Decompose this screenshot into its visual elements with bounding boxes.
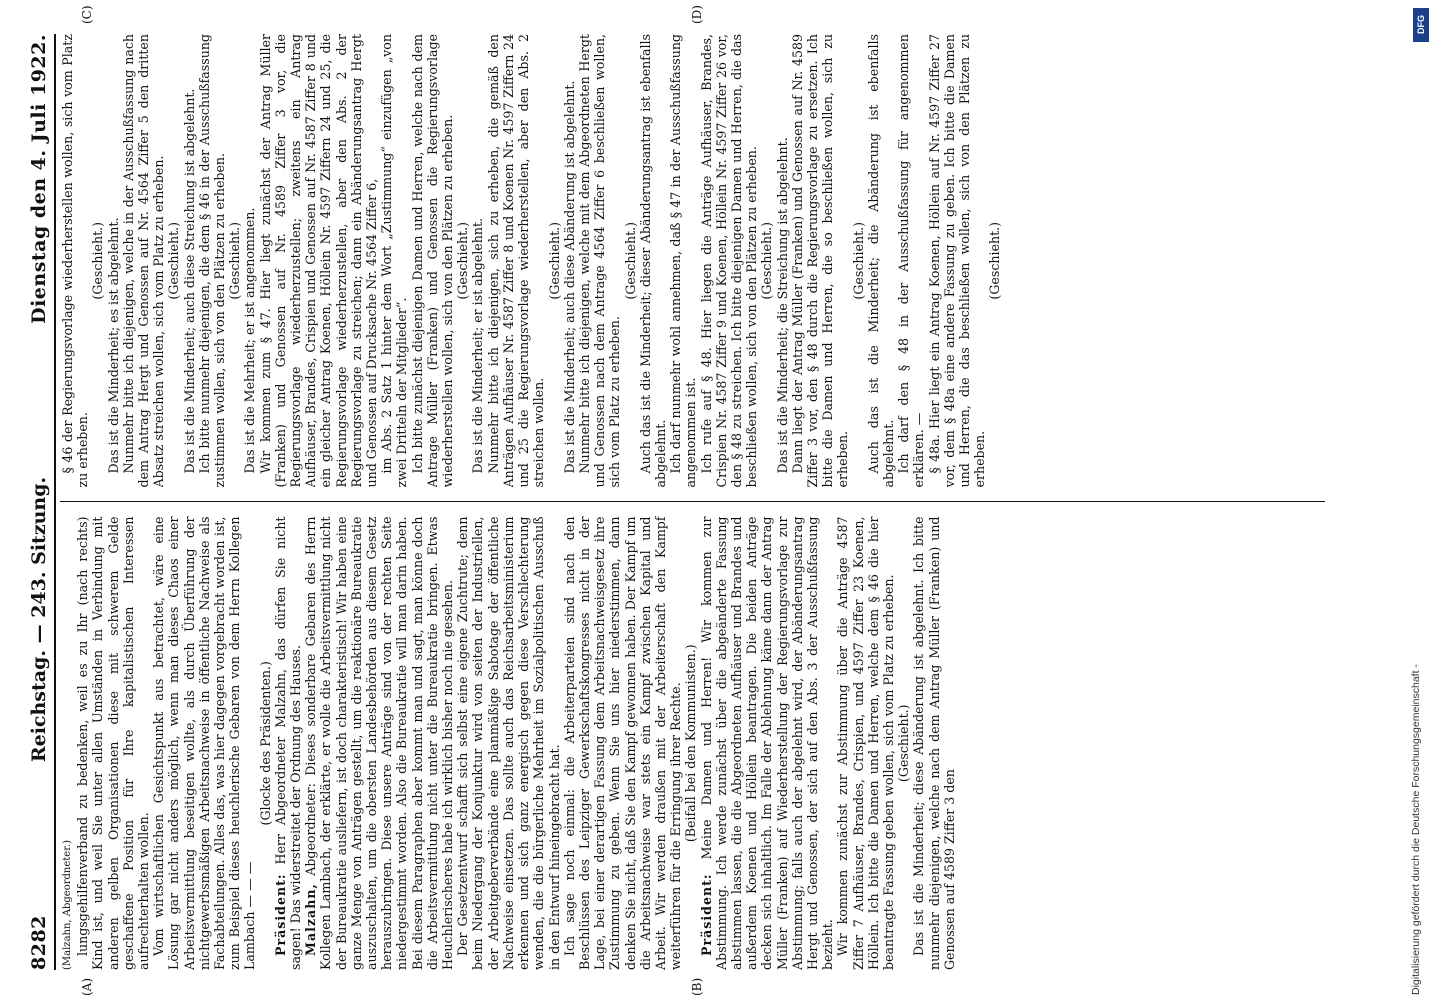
paragraph: Nunmehr bitte ich diejenigen, welche mit dem Abgeordneten Hergt und Genossen nach dem Antrage 4564 Ziffer 6 beschließen wollen, sich vom Platz zu erheben. (576, 34, 623, 488)
paragraph: Ich bitte nunmehr diejenigen, die dem § 46 in der Ausschußfassung zustimmen wollen, sich von den Plätzen zu erheben. (196, 34, 228, 488)
paragraph: Nunmehr bitte ich diejenigen, sich zu erheben, die gemäß den Anträgen Aufhäuser Nr. 4587 Ziffer 8 und Koenen Nr. 4597 Ziffern 24 und 25 die Regierungsvorlage wiederherstellen, aber den Abs. 2 streichen wollen. (485, 34, 547, 488)
paragraph: Nunmehr bitte ich diejenigen, welche in der Ausschußfassung nach dem Antrag Hergt und Genossen auf Nr. 4564 Ziffer 5 den dritten Absatz streichen wollen, sich vom Platz zu erheben. (120, 34, 167, 488)
session-title: Reichstag. — 243. Sitzung. (28, 476, 50, 763)
stage-direction: (Geschieht.) (455, 221, 471, 300)
paragraph (273, 517, 303, 971)
page-header (28, 34, 56, 970)
credit-text: Digitalisierung gefördert durch die Deutsche Forschungsgemeinschaft - (1410, 664, 1422, 995)
stage-direction: (Geschieht.) (546, 221, 562, 300)
column-divider (60, 502, 1325, 503)
paragraph: Ich darf nunmehr wohl annehmen, daß § 47 in der Ausschußfassung angenommen ist. (668, 34, 699, 488)
speaker-name: Malzahn, (303, 883, 319, 956)
paragraph: im Abs. 2 Satz 1 hinter dem Wort „Zustimmung“ einzufügen „von zwei Dritteln der Mitglieder“. (379, 34, 410, 488)
digitization-credit (1404, 0, 1434, 1000)
paragraph: lungsgehilfenverband zu bedenken, weil es zu Ihr (nach rechts) Kind ist, und weil Sie unter allen Umständen in Verbindung mit anderen gelben Organisationen diese mit schwerem Gelde geschaffene Position für Ihre kapitalistischen Interessen aufrechterhalten wollen. (75, 516, 152, 970)
paragraph: Das ist die Minderheit; die Streichung ist abgelehnt. (774, 137, 790, 474)
paragraph (699, 517, 836, 971)
paragraph: Das ist die Minderheit; diese Abänderung ist abgelehnt. Ich bitte nunmehr diejenigen, welche nach dem Antrag Müller (Franken) und Genossen auf 4589 Ziffer 3 den (911, 516, 957, 970)
paragraph: Auch das ist die Minderheit; die Abänderung ist ebenfalls abgelehnt. (865, 34, 896, 488)
stage-direction: (Geschieht.) (759, 221, 775, 300)
margin-mark: (D) (690, 5, 704, 24)
paragraph: Dann liegt der Antrag Müller (Franken) und Genossen auf Nr. 4589 Ziffer 3 vor, den § 48 durch die Regierungsvorlage zu ersetzen. Ich bitte die Damen und Herren, die so beschließen wollen, sich zu erheben. (789, 34, 851, 488)
speaker-name: Präsident: (272, 873, 288, 956)
paragraph-text: Meine Damen und Herren! Wir kommen zur Abstimmung. Ich werde zunächst über die abgeänderte Fassung abstimmen lassen, die die Abgeordneten Aufhäuser und Brandes und außerdem Koenen und Höllein beantragen. Die beiden Anträge decken sich inhaltlich. Im Falle der Ablehnung käme dann der Antrag Müller (Franken) auf Wiederherstellung der Regierungsvorlage zur Abstimmung; falls auch der abgelehnt wird, der Abänderungsantrag Hergt und Genossen, der sich auf den Abs. 3 der Ausschußfassung bezieht. (698, 516, 836, 970)
stage-direction: (Beifall bei den Kommunisten.) (683, 644, 699, 843)
paragraph: Das ist die Minderheit; er ist abgelehnt. (470, 217, 486, 474)
paragraph: Das ist die Minderheit; auch diese Abänderung ist abgelehnt. (561, 80, 577, 474)
left-column (60, 517, 1325, 971)
stage-direction: (Geschieht.) (896, 704, 912, 783)
dfg-logo: DFG (1413, 8, 1429, 42)
page-number: 8282 (28, 915, 50, 970)
paragraph: Auch das ist die Minderheit; dieser Abänderungsantrag ist ebenfalls abgelehnt. (637, 34, 668, 488)
stage-direction: (Geschieht.) (166, 221, 182, 300)
paragraph: Das ist die Minderheit; es ist abgelehnt. (105, 217, 121, 474)
paragraph: Wir kommen zunächst zur Abstimmung über die Anträge 4587 Ziffer 7 Aufhäuser, Brandes, Crispien, und 4597 Ziffer 23 Koenen, Höllein. Ich bitte die Damen und Herren, welche dem § 46 die hier beantragte Fassung geben wollen, sich vom Platz zu erheben. (835, 516, 896, 970)
margin-mark: (B) (690, 977, 704, 996)
paragraph-text: Herr Abgeordneter Malzahn, das dürfen Sie nicht sagen! Das widerstreitet der Ordnung des Hauses. (272, 516, 304, 970)
stage-direction: (Geschieht.) (227, 221, 243, 300)
session-date: Dienstag den 4. Juli 1922. (28, 34, 50, 324)
paragraph: Das ist die Minderheit; auch diese Streichung ist abgelehnt. (181, 88, 197, 474)
paragraph: § 46 der Regierungsvorlage wiederherstellen wollen, sich vom Platz zu erheben. (60, 34, 91, 488)
paragraph: Das ist die Mehrheit; er ist angenommen. (242, 207, 258, 474)
paragraph: Ich bitte zunächst diejenigen Damen und Herren, welche nach dem Antrage Müller (Franken) und Genossen die Regierungsvorlage wiederherstellen wollen, sich von den Plätzen zu erheben. (409, 34, 456, 488)
right-column (60, 34, 1325, 488)
speaker-note: (Malzahn, Abgeordneter.) (62, 840, 73, 970)
paragraph: Wir kommen zum § 47. Hier liegt zunächst der Antrag Müller (Franken) und Genossen auf Nr. 4589 Ziffer 3 vor, die Regierungsvorlage wiederherzustellen; zweitens ein Antrag Aufhäuser, Brandes, Crispien und Genossen auf Nr. 4587 Ziffer 8 und ein gleicher Antrag Koenen, Höllein Nr. 4597 Ziffern 24 und 25, die Regierungsvorlage wiederherzustellen, aber den Abs. 2 der Regierungsvorlage zu streichen; dann ein Abänderungsantrag Hergt und Genossen auf Drucksache Nr. 4564 Ziffer 6, (257, 34, 380, 488)
stage-direction: (Geschieht.) (987, 221, 1003, 300)
paragraph: § 48a. Hier liegt ein Antrag Koenen, Höllein auf Nr. 4597 Ziffer 27 vor, dem § 48a eine andere Fassung zu geben. Ich bitte die Damen und Herren, die das beschließen wollen, sich von den Plätzen zu erheben. (926, 34, 988, 488)
paragraph-text: Abgeordneter: Dieses sonderbare Gebaren des Herrn Kollegen Lambach, der erklärte, er wolle die Arbeitsvermittlung nicht der Bureaukratie ausliefern, ist doch charakteristisch! Wir haben eine ganze Menge von Anträgen gestellt, um die reaktionäre Bureaukratie auszuschalten, um die obersten Landesbehörden aus diesem Gesetz herauszubringen. Diese unsere Anträge sind von der rechten Seite niedergestimmt worden. Also die Bureaukratie will man darin haben. Bei diesem Paragraphen aber kommt man und sagt, man könne doch die Arbeitsvermittlung nicht unter die Bureaukratie bringen. Etwas Heuchlerischeres habe ich wirklich bisher noch nie gesehen. (303, 516, 456, 970)
text-columns (60, 34, 1325, 970)
stage-direction: (Geschieht.) (622, 221, 638, 300)
paragraph: Ich darf den § 48 in der Ausschußfassung für angenommen erklären. — (896, 34, 927, 488)
stage-direction: (Glocke des Präsidenten.) (257, 661, 273, 826)
margin-mark: (A) (80, 977, 94, 996)
paragraph: Der Gesetzentwurf schafft sich selbst eine eigene Zuchtrute; denn beim Niedergang der Konjunktur wird von seiten der Industriellen, der Arbeitgeberverbände eine planmäßige Sabotage der öffentliche Nachweise einsetzen. Das sollte auch das Reichsarbeitsministerium erkennen und sich ganz energisch gegen diese Verschlechterung wenden, die die bürgerliche Mehrheit im Sozialpolitischen Ausschuß in den Entwurf hineingebracht hat. (455, 516, 562, 970)
margin-mark: (C) (80, 5, 94, 24)
paragraph (303, 517, 455, 971)
stage-direction: (Geschieht.) (850, 221, 866, 300)
paragraph: Ich sage noch einmal: die Arbeiterparteien sind nach den Beschlüssen des Leipziger Gewerkschaftskongresses nicht in der Lage, bei einer derartigen Fassung dem Arbeitsnachweisgesetz ihre Zustimmung zu geben. Wenn Sie uns hier niederstimmen, dann denken Sie nicht, daß Sie den Kampf gewonnen haben. Der Kampf um die Arbeitsnachweise war stets ein Kampf zwischen Kapital und Arbeit. Wir werden draußen mit der Arbeiterschaft den Kampf weiterführen für die Erringung ihrer Rechte. (561, 516, 684, 970)
speaker-name: Präsident: (698, 873, 714, 956)
stage-direction: (Geschieht.) (90, 221, 106, 300)
paragraph: Ich rufe auf § 48. Hier liegen die Anträge Aufhäuser, Brandes, Crispien Nr. 4587 Ziffer 9 und Koenen, Höllein Nr. 4597 Ziffer 26 vor, den § 48 zu streichen. Ich bitte diejenigen Damen und Herren, die das beschließen wollen, sich von den Plätzen zu erheben. (698, 34, 760, 488)
paragraph: Vom wirtschaftlichen Gesichtspunkt aus betrachtet, wäre eine Lösung gar nicht anders möglich, wenn man dieses Chaos einer Arbeitsvermittlung beseitigen wollte, als durch Überführung der nichtgewerbsmäßigen Arbeitsnachweise in öffentliche Nachweise als Fachabteilungen. Alles das, was hier dagegen vorgebracht worden ist, zum Beispiel dieses heuchlerische Gebaren von dem Herrn Kollegen Lambach — — — (151, 516, 258, 970)
